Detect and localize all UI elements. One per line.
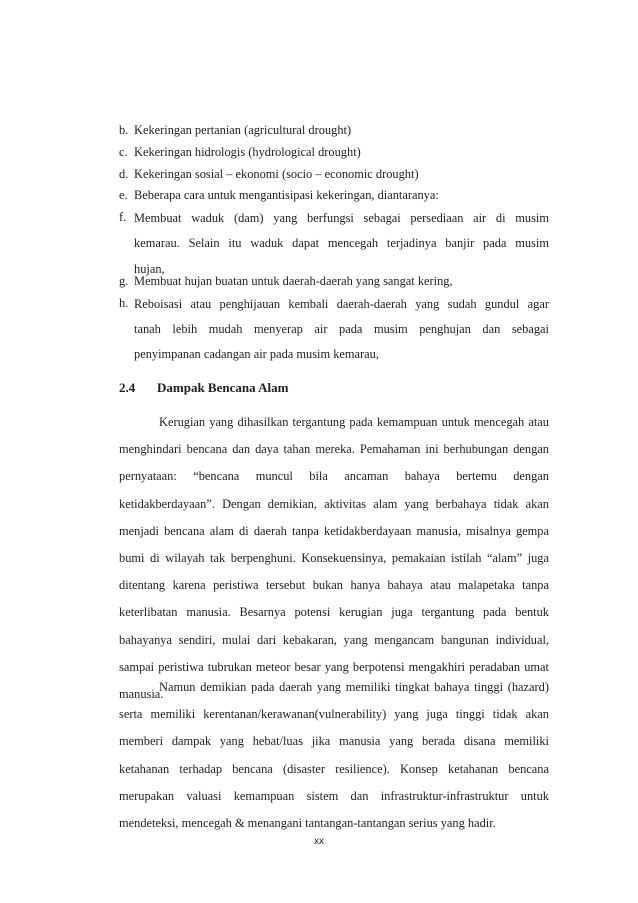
list-item-text: Kekeringan pertanian (agricultural drought) <box>134 123 352 137</box>
section-heading <box>119 380 288 396</box>
list-item-f-line-2: kemarau. Selain itu waduk dapat mencegah terjadinya banjir pada musim <box>134 236 549 250</box>
list-marker: b. <box>119 123 129 137</box>
list-item-f-line-3: hujan, <box>134 262 165 276</box>
paragraph-2 <box>119 674 549 837</box>
list-marker: f. <box>119 210 127 224</box>
list-item-h-line-2: tanah lebih mudah menyerap air pada musim penghujan dan sebagai <box>134 322 549 336</box>
list-item-h-line-1: Reboisasi atau penghijauan kembali daerah-daerah yang sudah gundul agar <box>134 297 549 311</box>
list-item-text: Kekeringan hidrologis (hydrological drought) <box>134 145 361 159</box>
list-marker: c. <box>119 145 128 159</box>
paragraph-1 <box>119 409 549 708</box>
list-item-text: Kekeringan sosial – ekonomi (socio – economic drought) <box>134 167 419 181</box>
list-marker: g. <box>119 274 129 288</box>
list-marker: d. <box>119 167 129 181</box>
list-marker: h. <box>119 296 129 310</box>
paragraph-text: Kerugian yang dihasilkan tergantung pada kemampuan untuk mencegah atau menghindari bencana dan daya tahan mereka. Pemahaman ini berhubungan dengan pernyataan: “bencana muncul bila ancaman bahaya bertemu dengan ketidakberdayaan”. Dengan demikian, aktivitas alam yang berbahaya tidak akan menjadi bencana alam di daerah tanpa ketidakberdayaan manusia, misalnya gempa bumi di wilayah tak berpenghuni. Konsekuensinya, pemakaian istilah “alam” juga ditentang karena peristiwa tersebut bukan hanya bahaya atau malapetaka tanpa keterlibatan manusia. Besarnya potensi kerugian juga tergantung pada bentuk bahayanya sendiri, mulai dari kebakaran, yang mengancam bangunan individual, sampai peristiwa tubrukan meteor besar yang berpotensi mengakhiri peradaban umat manusia. <box>119 415 549 702</box>
list-marker: e. <box>119 188 128 202</box>
section-number: 2.4 <box>119 380 136 395</box>
section-title: Dampak Bencana Alam <box>157 380 289 395</box>
list-item-f-line-1: Membuat waduk (dam) yang berfungsi sebagai persediaan air di musim <box>134 211 549 225</box>
paragraph-text: Namun demikian pada daerah yang memiliki tingkat bahaya tinggi (hazard) serta memiliki kerentanan/kerawanan(vulnerability) yang juga tinggi tidak akan memberi dampak yang hebat/luas jika manusia yang berada disana memiliki ketahanan terhadap bencana (disaster resilience). Konsep ketahanan bencana merupakan valuasi kemampuan sistem dan infrastruktur-infrastruktur untuk mendeteksi, mencegah & menangani tantangan-tantangan serius yang hadir. <box>119 680 549 831</box>
list-item-text: Beberapa cara untuk mengantisipasi kekeringan, diantaranya: <box>134 188 439 202</box>
list-item-text: Membuat hujan buatan untuk daerah-daerah yang sangat kering, <box>134 274 453 288</box>
list-item-h-line-3: penyimpanan cadangan air pada musim kemarau, <box>134 347 379 361</box>
page-number: xx <box>314 836 324 847</box>
